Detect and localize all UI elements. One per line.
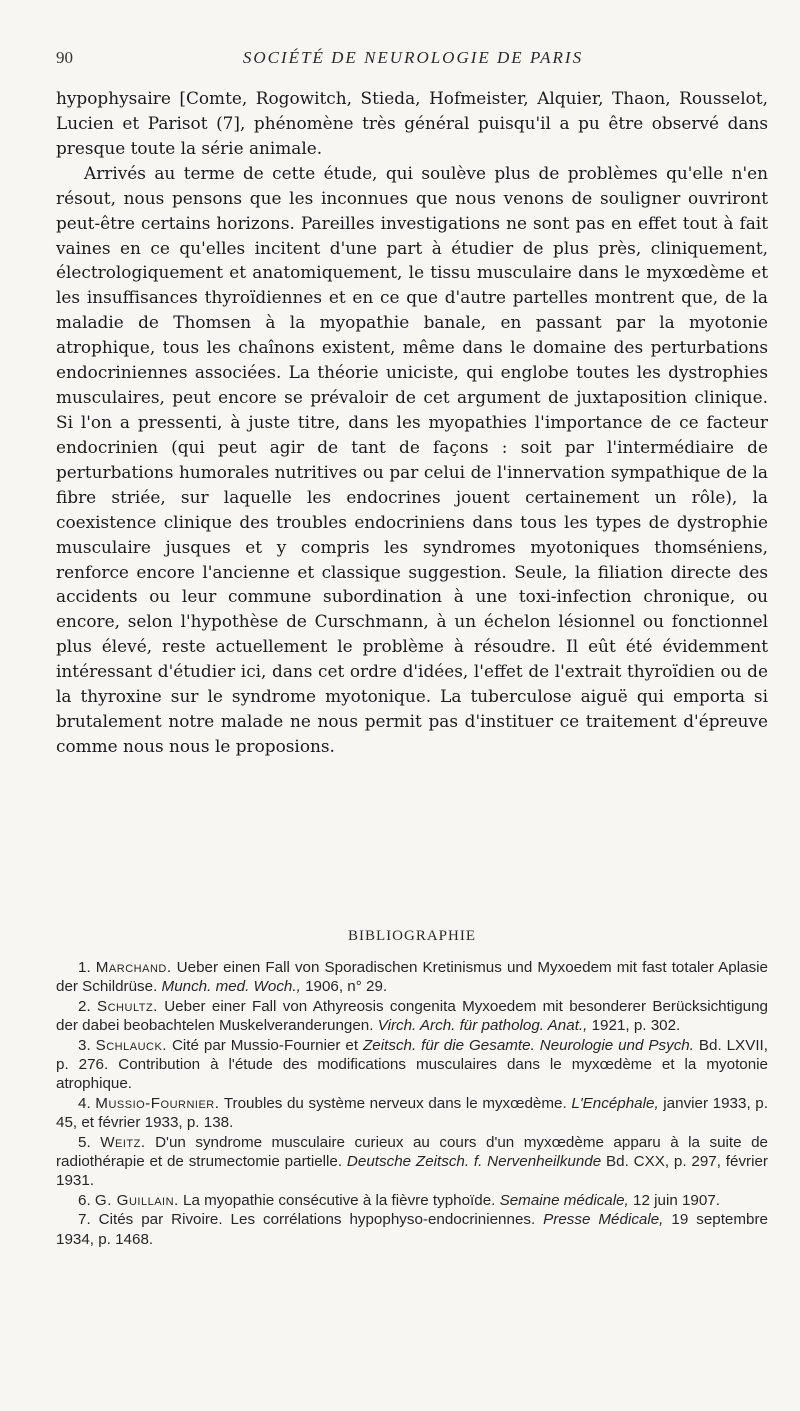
body-text: [56, 86, 768, 759]
entry-source: Zeitsch. für die Gesamte. Neurologie und Psych.: [363, 1036, 694, 1054]
entry-author: Schlauck.: [95, 1036, 168, 1054]
bibliography-entry: [56, 997, 768, 1036]
bibliography-entry: [56, 1210, 768, 1249]
page-header: [56, 48, 770, 72]
entry-rest: Bd. CXX, p. 297, février 1931.: [56, 1153, 768, 1190]
entry-rest: janvier 1933, p. 45, et février 1933, p. 138.: [56, 1094, 768, 1132]
bibliography-entry: [56, 1133, 768, 1191]
entry-rest: Bd. LXVII, p. 276. Contribution à l'étude des modifications musculaires dans le myxœdème et la myotonie atrophique.: [56, 1036, 768, 1093]
bibliography-entry: [56, 1094, 768, 1133]
entry-number: 7.: [78, 1211, 91, 1229]
entry-number: 4.: [78, 1094, 91, 1112]
entry-author: Mussio-Fournier.: [95, 1094, 220, 1112]
running-title: SOCIÉTÉ DE NEUROLOGIE DE PARIS: [242, 48, 584, 67]
entry-number: 2.: [78, 997, 91, 1015]
entry-text: Troubles du système nerveux dans le myxœdème.: [223, 1094, 567, 1112]
entry-rest: 1906, n° 29.: [305, 978, 388, 996]
bibliography-entry: [56, 1191, 768, 1210]
entry-text: Cités par Rivoire. Les corrélations hypophyso-endocriniennes.: [98, 1211, 536, 1229]
entry-author: Schultz.: [96, 997, 158, 1015]
entry-text: D'un syndrome musculaire curieux au cours d'un myxœdème apparu à la suite de radiothérapie et de strumectomie partielle.: [56, 1133, 768, 1171]
entry-text: Ueber einen Fall von Sporadischen Kretinismus und Myxoedem mit fast totaler Aplasie der Schildrüse.: [56, 959, 768, 996]
entry-source: Presse Médicale,: [543, 1211, 664, 1229]
entry-author: Marchand.: [95, 959, 172, 976]
entry-source: L'Encéphale,: [571, 1094, 659, 1112]
bibliography-title: BIBLIOGRAPHIE: [348, 928, 476, 944]
bibliography-entry: [56, 1036, 768, 1094]
entry-text: La myopathie consécutive à la fièvre typhoïde.: [183, 1191, 496, 1209]
entry-number: 5.: [78, 1133, 91, 1151]
entry-author: G. Guillain.: [94, 1191, 179, 1209]
entry-number: 6.: [78, 1191, 91, 1209]
page-number: 90: [56, 48, 73, 67]
paragraph: hypophysaire [Comte, Rogowitch, Stieda, Hofmeister, Alquier, Thaon, Rousselot, Lucien et Parisot (7], phénomène très général puisqu'il a pu être observé dans presque toute la série animale.: [56, 88, 768, 158]
entry-number: 3.: [78, 1036, 91, 1054]
entry-author: Weitz.: [100, 1133, 146, 1151]
entry-text: Cité par Mussio-Fournier et: [171, 1036, 359, 1054]
entry-number: 1.: [78, 959, 91, 976]
bibliography-entry: [56, 958, 768, 997]
paragraph: Arrivés au terme de cette étude, qui soulève plus de problèmes qu'elle n'en résout, nous pensons que les inconnues que nous venons de souligner ouvriront peut-être certains horizons. Pareilles investigations ne sont pas en effet tout à fait vaines en ce qu'elles incitent d'une part à étudier de plus près, cliniquement, électrologiquement et anatomiquement, le tissu musculaire dans le myxœdème et les insuffisances thyroïdiennes et en ce que d'autre partelles montrent que, de la maladie de Thomsen à la myopathie banale, en passant par la myotonie atrophique, tous les chaînons existent, même dans le domaine des perturbations endocriniennes associées. La théorie uniciste, qui englobe toutes les dystrophies musculaires, peut encore se prévaloir de cet argument de juxtaposition clinique. Si l'on a pressenti, à juste titre, dans les myopathies l'importance de ce facteur endocrinien (qui peut agir de tant de façons : soit par l'intermédiaire de perturbations humorales nutritives ou par celui de l'innervation sympathique de la fibre striée, sur laquelle les endocrines jouent certainement un rôle), la coexistence clinique des troubles endocriniens dans tous les types de dystrophie musculaire jusques et y compris les syndromes myotoniques thomséniens, renforce encore l'ancienne et classique suggestion. Seule, la filiation directe des accidents ou leur commune subordination à une toxi-infection chronique, ou encore, selon l'hypothèse de Curschmann, à un échelon lésionnel ou fonctionnel plus élevé, reste actuellement le problème à résoudre. Il eût été évidemment intéressant d'étudier ici, dans cet ordre d'idées, l'effet de l'extrait thyroïdien ou de la thyroxine sur le syndrome myotonique. La tuberculose aiguë qui emporta si brutalement notre malade ne nous permit pas d'instituer ce traitement d'épreuve comme nous nous le proposions.: [56, 162, 768, 756]
entry-source: Deutsche Zeitsch. f. Nervenheilkunde: [346, 1153, 602, 1171]
entry-rest: 12 juin 1907.: [633, 1191, 720, 1209]
entry-source: Semaine médicale,: [499, 1191, 629, 1209]
entry-rest: 1921, p. 302.: [591, 1017, 681, 1035]
entry-source: Virch. Arch. für patholog. Anat.,: [377, 1017, 588, 1035]
entry-rest: 19 septembre 1934, p. 1468.: [56, 1211, 768, 1248]
entry-text: Ueber einer Fall von Athyreosis congenita Myxoedem mit besonderer Berücksichtigung der dabei beobachtelen Muskelveranderungen.: [56, 997, 768, 1035]
bibliography-list: [56, 958, 768, 1249]
entry-source: Munch. med. Woch.,: [161, 978, 301, 996]
